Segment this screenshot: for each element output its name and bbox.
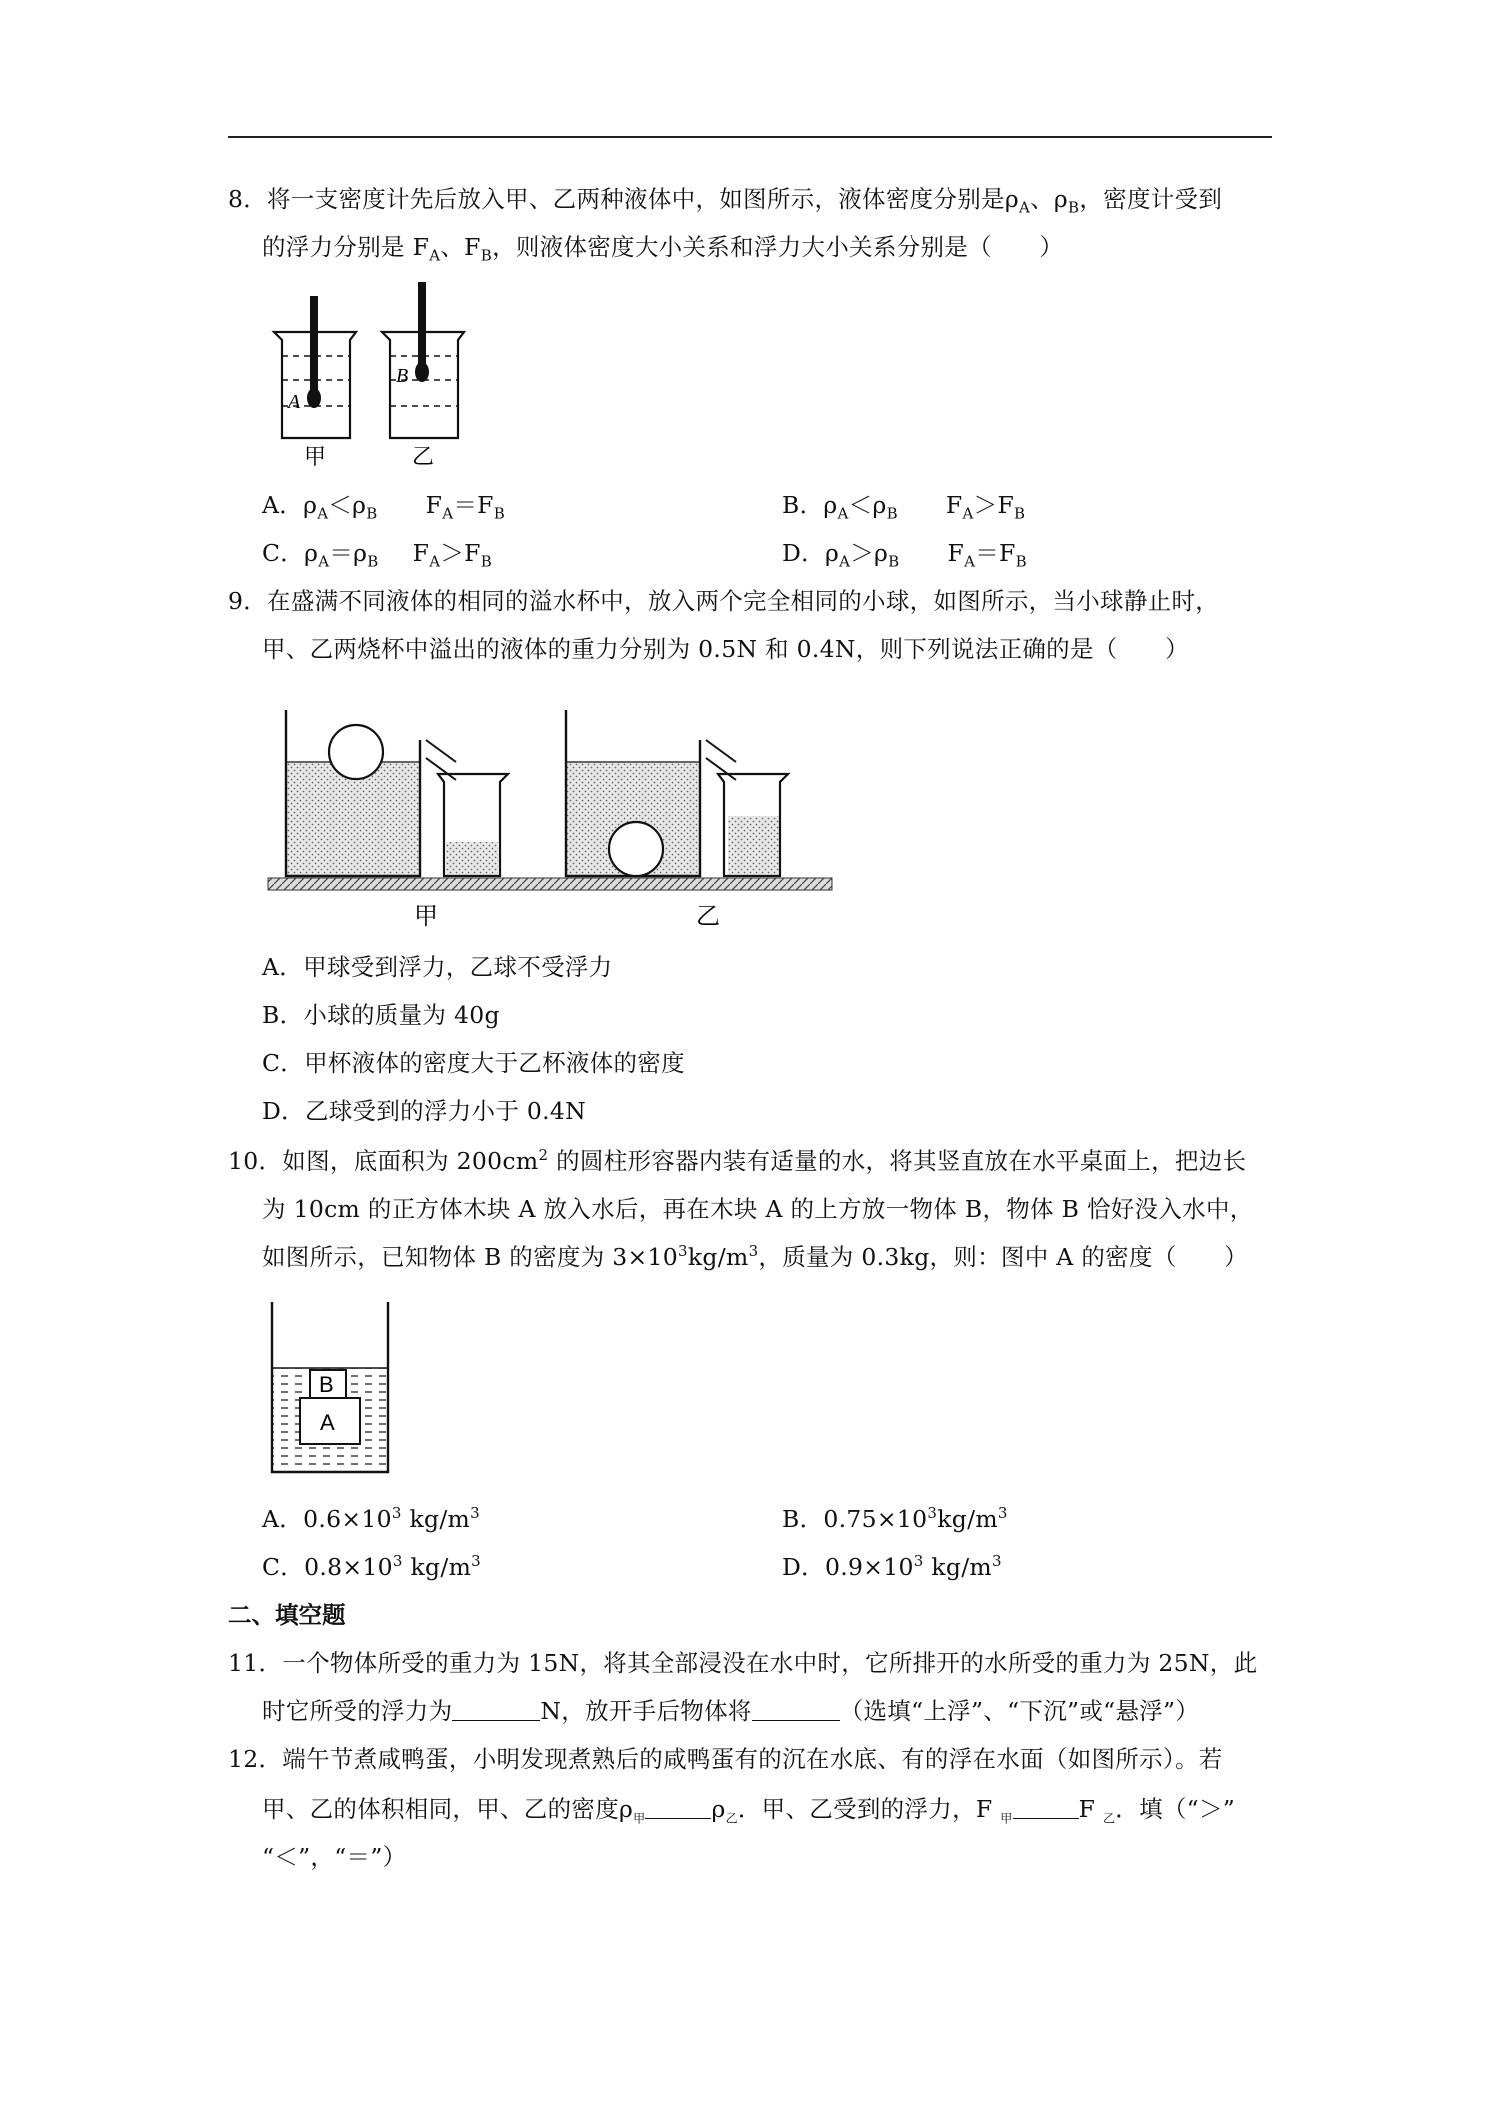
fig-label-right: 乙	[696, 902, 720, 930]
fig-letter-b: B	[396, 365, 409, 387]
q12-line2: 甲、乙的体积相同，甲、乙的密度$\rho_甲$ $\rho_乙$．甲、乙受到的浮力，F $_甲$ F $_乙$．填（“＞”	[262, 1795, 1236, 1826]
q10-stem-line2: 为 10cm 的正方体木块 A 放入水后，再在木块 A 的上方放一物体 B，物体 B 恰好没入水中，	[262, 1195, 1254, 1223]
q12-line3: “＜”，“＝”）	[262, 1843, 407, 1871]
section-title: 二、填空题	[228, 1601, 346, 1629]
q10-option-c[interactable]: C．$0.8\times 10^3$ $kg/m^3$	[262, 1552, 482, 1581]
q8-option-b[interactable]: B．$\rho_A<\rho_B$ $F_A>F_B$	[782, 491, 1026, 523]
q11-blank-1[interactable]	[452, 1698, 540, 1721]
q10-option-a[interactable]: A．$0.6\times 10^3$ $kg/m^3$	[262, 1504, 480, 1533]
fig-letter-a: A	[288, 391, 301, 413]
svg-text:B: B	[319, 1372, 334, 1397]
q8-option-c[interactable]: C．$\rho_A=\rho_B$ $F_A>F_B$	[262, 539, 493, 571]
fig-label-right: 乙	[412, 445, 435, 470]
q8-option-d[interactable]: D．$\rho_A>\rho_B$ $F_A=F_B$	[782, 539, 1027, 571]
q10-option-d[interactable]: D．$0.9\times 10^3$ $kg/m^3$	[782, 1552, 1002, 1581]
q9-overflow-figure	[266, 700, 836, 940]
fig-label-left: 甲	[304, 445, 327, 470]
q11-blank-2[interactable]	[752, 1698, 840, 1721]
q9-option-a[interactable]: A．甲球受到浮力，乙球不受浮力	[262, 953, 613, 981]
header-rule	[228, 136, 1272, 138]
q9-option-d[interactable]: D．乙球受到的浮力小于 0.4N	[262, 1097, 587, 1125]
q9-stem-line1: 9．在盛满不同液体的相同的溢水杯中，放入两个完全相同的小球，如图所示，当小球静止时，	[228, 587, 1220, 615]
hydrometer-left-bulb	[307, 388, 321, 408]
q10-stem-line1: 10．如图，底面积为 $200cm^2$ 的圆柱形容器内装有适量的水，将其竖直放在水平桌面上，把边长	[228, 1146, 1247, 1175]
q9-option-c[interactable]: C．甲杯液体的密度大于乙杯液体的密度	[262, 1049, 685, 1077]
q12-line1: 12．端午节煮咸鸭蛋，小明发现煮熟后的咸鸭蛋有的沉在水底、有的浮在水面（如图所示）。若	[228, 1745, 1223, 1773]
q10-container-figure	[266, 1300, 396, 1480]
q11-line2: 时它所受的浮力为 N，放开手后物体将 （选填“上浮”、“下沉”或“悬浮”）	[262, 1697, 1200, 1725]
q8-option-a[interactable]: A．$\rho_A<\rho_B$ $F_A=F_B$	[262, 491, 506, 523]
hydrometer-right-stem	[418, 282, 426, 372]
q8-stem-line1: 8．将一支密度计先后放入甲、乙两种液体中，如图所示，液体密度分别是$\rho_A$、$\rho_B$，密度计受到	[228, 185, 1223, 217]
hydrometer-right-bulb	[415, 362, 429, 382]
q10-option-b[interactable]: B．$0.75\times 10^3kg/m^3$	[782, 1504, 1008, 1533]
q12-blank-2[interactable]	[1013, 1796, 1079, 1819]
q11-line1: 11．一个物体所受的重力为 15N，将其全部浸没在水中时，它所排开的水所受的重力为 25N，此	[228, 1649, 1258, 1677]
ball-left	[329, 725, 383, 779]
q8-stem-line2: 的浮力分别是 $F_A$、$F_B$，则液体密度大小关系和浮力大小关系分别是（ ）	[262, 233, 1064, 265]
hydrometer-left-stem	[310, 296, 318, 400]
q12-blank-1[interactable]	[645, 1796, 711, 1819]
q9-stem-line2: 甲、乙两烧杯中溢出的液体的重力分别为 0.5N 和 0.4N，则下列说法正确的是（ ）	[262, 635, 1189, 663]
q8-hydrometer-figure	[270, 278, 470, 470]
q10-stem-line3: 如图所示，已知物体 B 的密度为 $3\times 10^3kg/m^3$，质量为 0.3kg，则：图中 A 的密度（ ）	[262, 1242, 1248, 1271]
table-surface	[268, 878, 832, 890]
ball-right	[609, 822, 663, 876]
svg-text:A: A	[320, 1410, 335, 1435]
fig-label-left: 甲	[414, 902, 438, 930]
q9-option-b[interactable]: B．小球的质量为 40g	[262, 1001, 500, 1029]
